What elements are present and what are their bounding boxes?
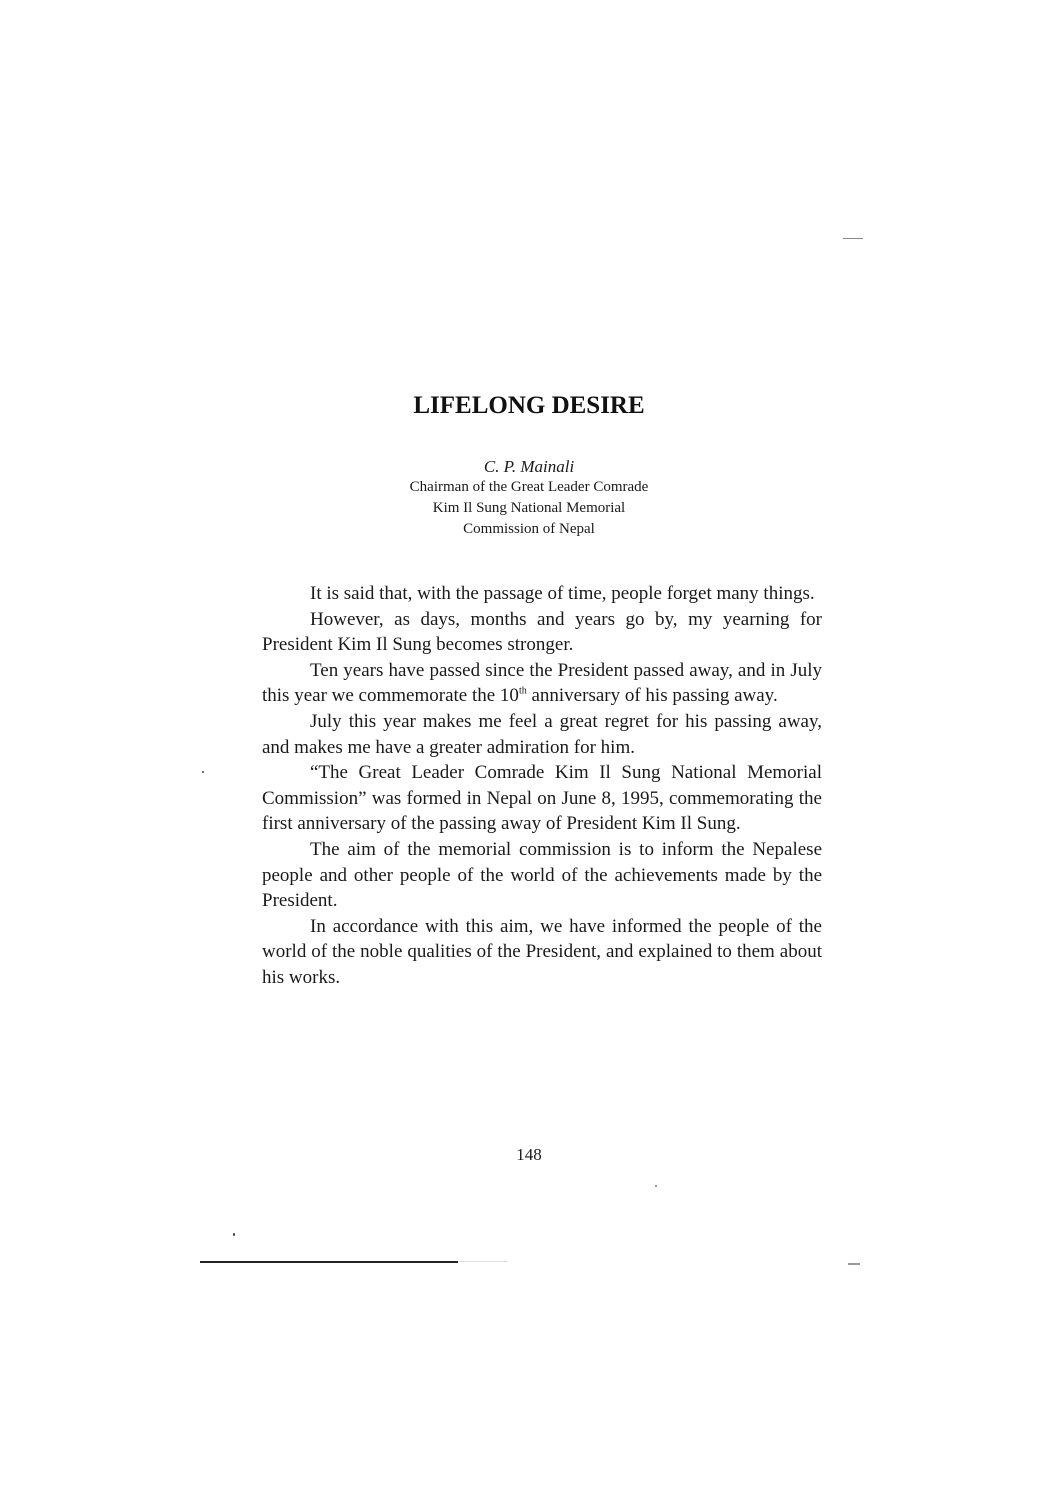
scan-artifact-line <box>458 1261 508 1262</box>
byline <box>0 456 1058 540</box>
paragraph-text: Ten years have passed since the President passed away, and in July this year we commemorate the 10 <box>262 659 822 707</box>
paragraph-with-superscript <box>262 658 822 709</box>
affiliation-line-2: Kim Il Sung National Memorial <box>432 500 626 516</box>
article-title: LIFELONG DESIRE <box>413 392 645 419</box>
paragraph: “The Great Leader Comrade Kim Il Sung National Memorial Commission” was formed in Nepal on June 8, 1995, commemorating the first anniversary of the passing away of President Kim Il Sung. <box>262 762 822 835</box>
scan-speck <box>233 1233 235 1236</box>
paragraph: July this year makes me feel a great regret for his passing away, and makes me have a greater admiration for him. <box>262 710 822 758</box>
scan-speck <box>655 1185 657 1187</box>
article-body <box>262 581 822 991</box>
paragraph: The aim of the memorial commission is to inform the Nepalese people and other people of the world of the achievements made by the President. <box>262 838 822 912</box>
page-number: 148 <box>516 1145 542 1164</box>
paragraph: It is said that, with the passage of time, people forget many things. <box>310 583 815 604</box>
scan-artifact-line <box>200 1261 458 1263</box>
author-name: C. P. Mainali <box>483 457 575 476</box>
paragraph: However, as days, months and years go by, my yearning for President Kim Il Sung becomes stronger. <box>262 608 822 656</box>
superscript: th <box>518 686 527 698</box>
affiliation-line-1: Chairman of the Great Leader Comrade <box>409 479 649 495</box>
scan-speck <box>202 771 204 773</box>
paragraph: In accordance with this aim, we have informed the people of the world of the noble qualities of the President, and explained to them about his works. <box>262 915 822 988</box>
paragraph-text: anniversary of his passing away. <box>526 685 778 707</box>
scan-artifact-line <box>848 1263 860 1265</box>
scan-artifact-line <box>843 238 863 239</box>
affiliation-line-3: Commission of Nepal <box>463 521 595 537</box>
